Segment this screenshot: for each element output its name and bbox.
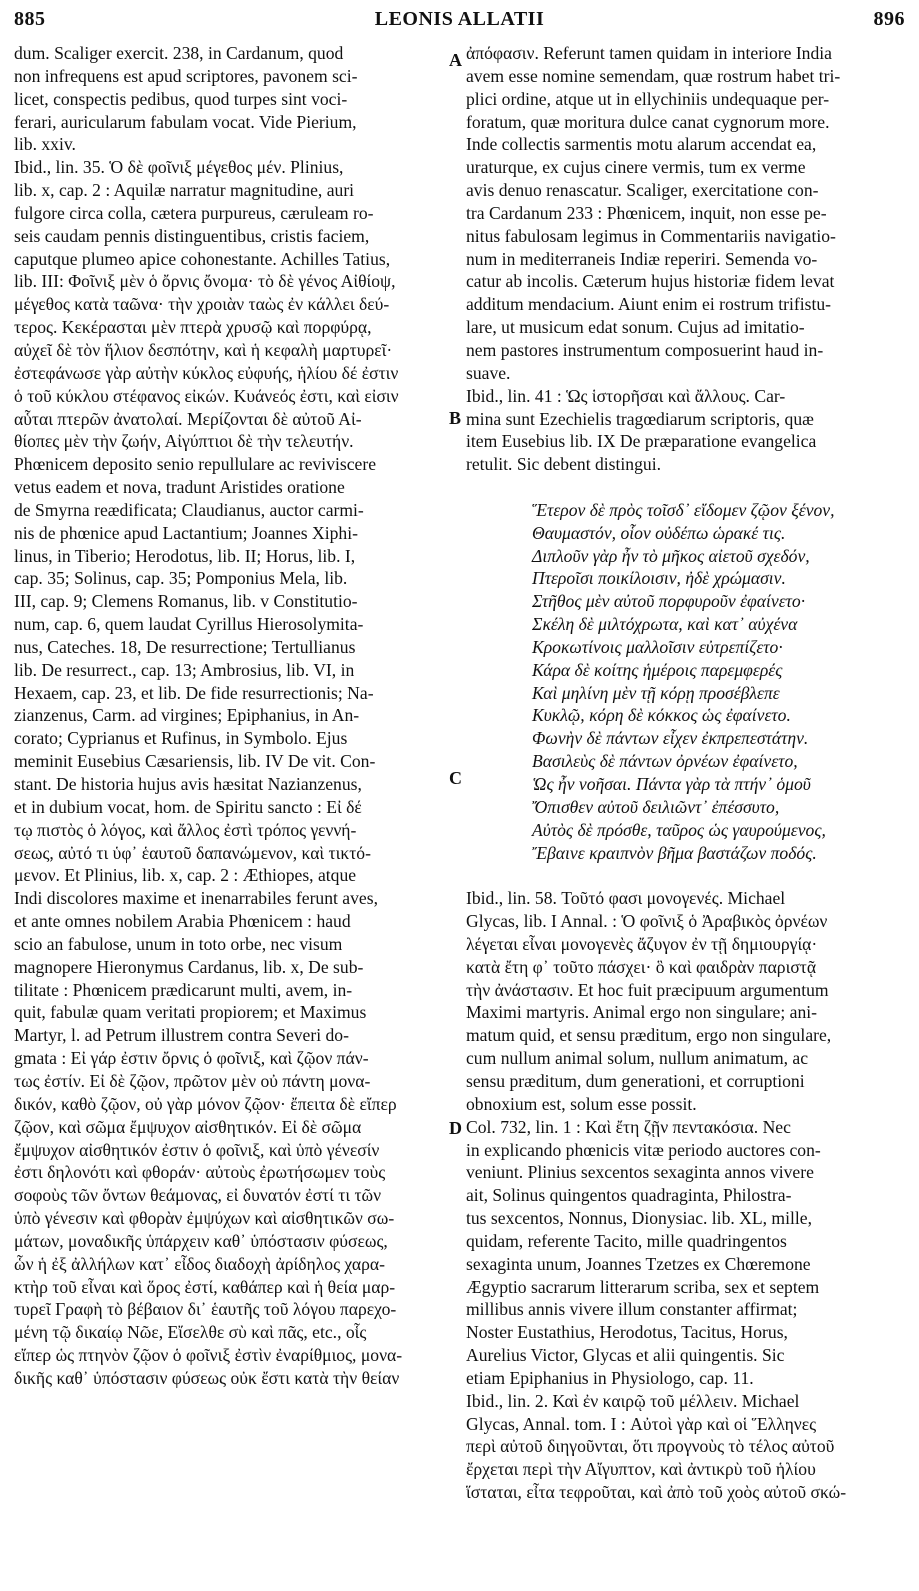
verse-line: Αὐτὸς δὲ πρόσθε, ταῦρος ὡς γαυρούμενος, <box>532 819 826 840</box>
text-line: μέγεθος κατὰ ταῶνα· τὴν χροιὰν ταὼς ἐν κάλλει δεύ- <box>14 294 390 315</box>
text-line: κατὰ ἔτη φ᾽ τοῦτο πάσχει· ὃ καὶ φαιδρὰν παριστᾷ <box>466 956 817 977</box>
text-line: Maximi martyris. Animal ergo non singulare; ani- <box>466 1002 817 1023</box>
text-line: σοφοὺς τῶν ὄντων θεάμονας, εἰ δυνατόν ἐστί τι τῶν <box>14 1185 382 1206</box>
verse-line: Φωνὴν δὲ πάντων εἶχεν ἐκπρεπεστάτην. <box>532 728 809 749</box>
text-line: corato; Cyprianus et Rufinus, in Symbolo. Ejus <box>14 728 348 749</box>
text-line: εἴπερ ὡς πτηνὸν ζῷον ὁ φοῖνιξ ἐστὶν ἐναρίθμιος, μονα- <box>14 1345 403 1366</box>
text-line: seis caudam pennis distinguentibus, cristis faciem, <box>14 225 370 246</box>
blank-line <box>466 864 906 887</box>
text-line: σεως, αὐτό τι ὑφ᾽ ἑαυτοῦ δαπανώμενον, καὶ τικτό- <box>14 842 371 863</box>
text-line: etiam Epiphanius in Physiologo, cap. 11. <box>466 1367 754 1388</box>
text-line: et in dubium vocat, hom. de Spiritu sancto : Εἰ δέ <box>14 796 362 817</box>
verse-line: Κυκλῷ, κόρη δὲ κόκκος ὡς ἐφαίνετο. <box>532 705 791 726</box>
right-column <box>466 42 906 1504</box>
text-line: μάτων, μοναδικῆς ὑπάρχειν καθ᾽ ὑπόστασιν φύσεως, <box>14 1230 388 1251</box>
text-line: et ante omnes nobilem Arabia Phœnicem : haud <box>14 911 351 932</box>
text-line: III, cap. 9; Clemens Romanus, lib. v Constitutio- <box>14 591 358 612</box>
margin-marker-c: C <box>449 768 462 788</box>
text-line: num in mediterraneis Indiæ reperiri. Semenda vo- <box>466 248 818 269</box>
text-line: millibus annis vivere illum constanter affirmat; <box>466 1299 798 1320</box>
text-line: τως ἐστίν. Εἰ δὲ ζῷον, πρῶτον μὲν οὐ πάντη μονα- <box>14 1070 371 1091</box>
text-line: num, cap. 6, quem laudat Cyrillus Hierosolymita- <box>14 614 364 635</box>
text-line: caputque plumeo apice cohonestante. Achilles Tatius, <box>14 248 391 269</box>
text-line: ait, Solinus quingentos quadraginta, Philostra- <box>466 1185 792 1206</box>
text-line: nem pastores instrumentum composuerint haud in- <box>466 339 824 360</box>
text-line: uraturque, ex cujus cinere vermis, tum ex verme <box>466 157 806 178</box>
text-line: δικῆς καθ᾽ ὑπόστασιν φύσεως οὐκ ἔστι κατὰ τὴν θείαν <box>14 1367 400 1388</box>
verse-line: Ὡς ἦν νοῆσαι. Πάντα γὰρ τὰ πτήν᾽ ὁμοῦ <box>532 774 811 794</box>
text-line: αὐχεῖ δὲ τὸν ἥλιον δεσπότην, καὶ ἡ κεφαλὴ μαρτυρεῖ· <box>14 339 393 360</box>
verse-line: Ἔβαινε κραιπνὸν βῆμα βαστάζων ποδός. <box>532 842 817 863</box>
text-line: μενον. Et Plinius, lib. x, cap. 2 : Æthiopes, atque <box>14 865 357 886</box>
text-line: Col. 732, lin. 1 : Καὶ ἔτη ζῇν πεντακόσια. Nec <box>466 1116 791 1137</box>
text-line: μένη τῷ δικαίῳ Νῶε, Εἴσελθε σὺ καὶ πᾶς, etc., οἷς <box>14 1322 367 1343</box>
text-line: lib. xxiv. <box>14 134 76 155</box>
text-line: θίοπες μὲν τὴν ζωήν, Αἰγύπτιοι δὲ τὴν τελευτήν. <box>14 431 354 452</box>
text-line: Glycas, Annal. tom. I : Αὐτοὶ γὰρ καὶ οἱ Ἕλληνες <box>466 1413 817 1434</box>
text-line: de Smyrna reædificata; Claudianus, auctor carmi- <box>14 499 364 520</box>
text-line: Ibid., lin. 58. Τοῦτό φασι μονογενές. Michael <box>466 888 786 909</box>
text-line: catur ab incolis. Cæterum hujus historiæ fidem levat <box>466 271 835 292</box>
text-line: Ibid., lin. 41 : Ὡς ἱστορῆσαι καὶ ἄλλους. Car- <box>466 385 786 406</box>
text-line: κτὴρ τοῦ εἶναι καὶ ὅρος ἐστί, καθάπερ καὶ ἡ θεία μαρ- <box>14 1276 396 1297</box>
text-line: avem esse nomine semendam, quæ rostrum habet tri- <box>466 65 841 86</box>
text-line: ὧν ἡ ἐξ ἀλλήλων κατ᾽ εἶδος διαδοχὴ ἀρίδηλος χαρα- <box>14 1253 385 1274</box>
text-line: in explicando phœnicis vitæ periodo auctores con- <box>466 1139 821 1160</box>
text-line: nitus fabulosam legimus in Commentariis navigatio- <box>466 225 836 246</box>
text-line: Noster Eustathius, Herodotus, Tacitus, Horus, <box>466 1322 788 1343</box>
text-line: avis denuo renascatur. Scaliger, exercitatione con- <box>466 180 819 201</box>
text-line: ὁ τοῦ κύκλου στέφανος εἰκών. Κυάνεός ἐστι, καὶ εἰσιν <box>14 385 399 406</box>
margin-marker-d: D <box>449 1118 462 1138</box>
text-line: Ægyptio sacrarum litterarum scriba, sex et septem <box>466 1276 820 1297</box>
text-line: lib. III: Φοῖνιξ μὲν ὁ ὄρνις ὄνομα· τὸ δὲ γένος Αἰθίοψ, <box>14 271 396 292</box>
text-line: Hexaem, cap. 23, et lib. De fide resurrectionis; Na- <box>14 682 374 703</box>
verse-line: Στῆθος μὲν αὐτοῦ πορφυροῦν ἐφαίνετο· <box>532 591 806 612</box>
margin-marker-b: B <box>449 408 462 428</box>
text-line: cum nullum animal solum, nullum animatum, ac <box>466 1048 809 1069</box>
text-line: linus, in Tiberio; Herodotus, lib. II; Horus, lib. I, <box>14 545 356 566</box>
text-line: Martyr, l. ad Petrum illustrem contra Severi do- <box>14 1025 349 1046</box>
text-line: ἐστεφάνωσε γὰρ αὐτὴν κύκλος εὐφυής, ἡλίου δέ ἐστιν <box>14 362 399 383</box>
verse-line: Θαυμαστόν, οἷον οὐδέπω ὡρακέ τις. <box>532 522 786 543</box>
verse-line: Καὶ μηλίνη μὲν τῇ κόρῃ προσέβλεπε <box>532 682 780 703</box>
text-line: meminit Eusebius Cæsariensis, lib. IV De vit. Con- <box>14 751 376 772</box>
text-line: item Eusebius lib. IX De præparatione evangelica <box>466 431 817 452</box>
text-line: τερος. Κεκέρασται μὲν πτερὰ χρυσῷ καὶ πορφύρᾳ, <box>14 317 372 338</box>
text-line: mina sunt Ezechielis tragœdiarum scriptoris, quæ <box>466 408 814 429</box>
text-line: ferari, auricularum fabulam vocat. Vide Pierium, <box>14 111 357 132</box>
text-line: tus sexcentos, Nonnus, Dionysiac. lib. XL, mille, <box>466 1208 812 1229</box>
text-line: Glycas, lib. I Annal. : Ὁ φοῖνιξ ὁ Ἀραβικὸς ὀρνέων <box>466 911 828 932</box>
text-line: dum. Scaliger exercit. 238, in Cardanum, quod <box>14 43 344 63</box>
text-line: matum quid, et sensu præditum, ergo non singulare, <box>466 1025 832 1046</box>
text-line: tilitate : Phœnicem prædicarunt multi, avem, in- <box>14 979 353 1000</box>
text-line: τὴν ἀνάστασιν. Et hoc fuit præcipuum argumentum <box>466 979 829 1000</box>
text-line: ἐστι δηλονότι καὶ φθοράν· αὐτοὺς ἐρωτήσωμεν τοὺς <box>14 1162 386 1183</box>
text-line: plici ordine, atque ut in ellychiniis undequaque per- <box>466 88 830 109</box>
text-line: suave. <box>466 362 511 383</box>
text-line: λέγεται εἶναι μονογενὲς ἄζυγον ἐν τῇ δημιουργίᾳ· <box>466 933 818 954</box>
text-line: Inde collectis sarmentis motu alarum accendat ea, <box>466 134 817 155</box>
text-line: ἔμψυχον αἰσθητικόν ἐστιν ὁ φοῖνιξ, καὶ ὑπὸ γένεσίν <box>14 1139 380 1160</box>
verse-line: Ἕτερον δὲ πρὸς τοῖσδ᾽ εἴδομεν ζῷον ξένον, <box>532 499 835 520</box>
text-line: ἀπόφασιν. Referunt tamen quidam in interiore India <box>466 43 832 63</box>
text-line: scio an fabulose, unum in toto orbe, nec visum <box>14 933 343 954</box>
text-line: obnoxium est, solum esse possit. <box>466 1093 697 1114</box>
text-line: zianzenus, Carm. ad virgines; Epiphanius, in An- <box>14 705 360 726</box>
verse-line: Σκέλη δὲ μιλτόχρωτα, καὶ κατ᾽ αὐχένα <box>532 614 798 635</box>
text-line: lib. De resurrect., cap. 13; Ambrosius, lib. VI, in <box>14 659 355 680</box>
text-line: Phœnicem deposito senio repullulare ac reviviscere <box>14 454 377 475</box>
text-line: non infrequens est apud scriptores, pavonem sci- <box>14 65 358 86</box>
text-line: ἵσταται, εἶτα τεφροῦται, καὶ ἀπὸ τοῦ χοὸς αὐτοῦ σκώ- <box>466 1482 847 1503</box>
text-line: ὑπὸ γένεσιν καὶ φθορὰν ἐμψύχων καὶ αἰσθητικῶν σω- <box>14 1208 395 1229</box>
text-line: περὶ αὐτοῦ διηγοῦνται, ὅτι προγνοὺς τὸ τέλος αὐτοῦ <box>466 1436 835 1457</box>
verse-line: Κάρα δὲ κοίτης ἡμέροις παρεμφερές <box>532 659 783 680</box>
page-number-right: 896 <box>873 8 905 30</box>
running-header <box>14 8 905 38</box>
text-line: τῳ πιστὸς ὁ λόγος, καὶ ἄλλος ἐστὶ τρόπος γεννή- <box>14 819 357 840</box>
text-line: Ibid., lin. 35. Ὁ δὲ φοῖνιξ μέγεθος μέν. Plinius, <box>14 157 344 178</box>
text-line: nus, Cateches. 18, De resurrectione; Tertullianus <box>14 636 356 657</box>
text-line: nis de phœnice apud Lactantium; Joannes Xiphi- <box>14 522 358 543</box>
verse-line: Πτεροῖσι ποικίλοισιν, ἠδὲ χρώμασιν. <box>532 568 786 589</box>
text-line: ἔρχεται περὶ τὴν Αἴγυπτον, καὶ ἀντικρὺ τοῦ ἡλίου <box>466 1459 816 1480</box>
text-line: quit, fabulæ quam veritati propiorem; et Maximus <box>14 1002 367 1023</box>
text-line: fulgore circa colla, cætera purpureus, cæruleam ro- <box>14 202 374 223</box>
text-line: cap. 35; Solinus, cap. 35; Pomponius Mela, lib. <box>14 568 348 589</box>
text-line: tra Cardanum 233 : Phœnicem, inquit, non esse pe- <box>466 202 827 223</box>
text-line: sensu præditum, dum generationi, et corruptioni <box>466 1070 805 1091</box>
text-line: vetus eadem et nova, tradunt Aristides oratione <box>14 477 345 498</box>
text-line: retulit. Sic debent distingui. <box>466 454 661 475</box>
text-line: Ibid., lin. 2. Καὶ ἐν καιρῷ τοῦ μέλλειν. Michael <box>466 1390 800 1411</box>
text-line: ζῷον, καὶ σῶμα ἔμψυχον αἰσθητικόν. Εἰ δὲ σῶμα <box>14 1116 362 1137</box>
text-line: lib. x, cap. 2 : Aquilæ narratur magnitudine, auri <box>14 180 355 201</box>
text-line: sexaginta unum, Joannes Tzetzes ex Chœremone <box>466 1253 811 1274</box>
verse-line: Διπλοῦν γὰρ ἦν τὸ μῆκος αἰετοῦ σχεδόν, <box>532 545 810 566</box>
text-line: stant. De historia hujus avis hæsitat Nazianzenus, <box>14 774 362 794</box>
text-line: lare, ut musicum edat sonum. Cujus ad imitatio- <box>466 317 805 338</box>
verse-line: Βασιλεὺς δὲ πάντων ὀρνέων ἐφαίνετο, <box>532 751 798 772</box>
verse-line: Κροκωτίνοις μαλλοῖσιν εὐτρεπίζετο· <box>532 636 783 657</box>
running-title: LEONIS ALLATII <box>374 8 545 30</box>
text-line: foratum, quæ moritura dulce canat cygnorum more. <box>466 111 830 132</box>
verse-line: Ὄπισθεν αὐτοῦ δειλιῶντ᾽ ἐπέσσυτο, <box>532 796 780 817</box>
text-line: magnopere Hieronymus Cardanus, lib. x, De sub- <box>14 956 364 977</box>
text-line: quidam, referente Tacito, mille quadringentos <box>466 1230 787 1251</box>
text-line: Aurelius Victor, Glycas et alii quingentis. Sic <box>466 1345 785 1366</box>
text-line: τυρεῖ Γραφὴ τὸ βέβαιον δι᾽ ἑαυτῆς τοῦ λόγου παρεχο- <box>14 1299 397 1320</box>
text-line: gmata : Εἰ γάρ ἐστιν ὄρνις ὁ φοῖνιξ, καὶ ζῷον πάν- <box>14 1048 369 1069</box>
left-column <box>14 42 446 1390</box>
margin-marker-a: A <box>449 50 462 70</box>
text-line: αὗται πτερῶν ἀνατολαί. Μερίζονται δὲ αὐτοῦ Αἰ- <box>14 408 362 429</box>
blank-line <box>466 476 906 499</box>
text-line: veniunt. Plinius sexcentos sexaginta annos vivere <box>466 1162 814 1183</box>
text-line: δικόν, καθὸ ζῷον, οὐ γὰρ μόνον ζῷον· ἔπειτα δὲ εἴπερ <box>14 1093 397 1114</box>
text-line: Indi discolores maxime et inenarrabiles ferunt aves, <box>14 888 378 909</box>
text-line: additum mendacium. Aiunt enim ei rostrum trifistu- <box>466 294 832 315</box>
page-number-left: 885 <box>14 8 46 30</box>
text-line: licet, conspectis pedibus, quod turpes sint voci- <box>14 88 348 109</box>
